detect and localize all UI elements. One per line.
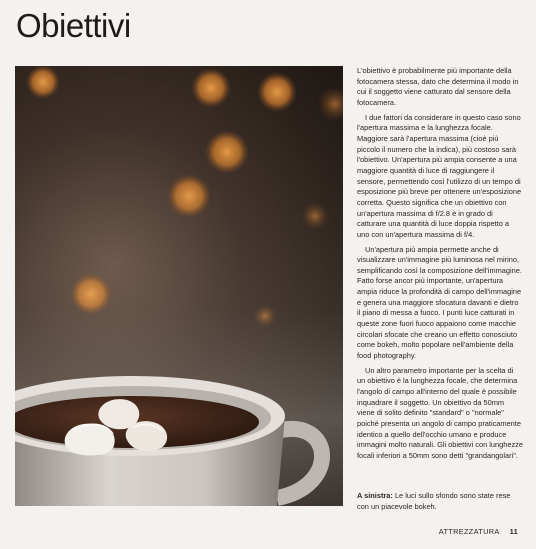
paragraph-aperture: I due fattori da considerare in questo caso sono l'apertura massima e la lunghezza focale. Maggiore sarà l'apertura massima (cioè più piccolo il numero che la indica), più costoso sarà l'obiettivo. Un'apertura più ampia consente a una maggiore quantità di luce di raggiungere il sensore, permettendo così l'utilizzo di un tempo di esposizione più breve per ottenere un'esposizione corretta. Questo significa che un obiettivo con un'apertura massima di f/2.8 è in grado di catturare una quantità di luce doppia rispetto a uno con un'apertura massima di f/4.	[357, 112, 522, 239]
article-body	[357, 66, 523, 466]
page-title: Obiettivi	[16, 7, 131, 44]
photo-caption	[357, 491, 523, 512]
page-footer	[439, 527, 518, 536]
paragraph-bokeh: Un'apertura più ampia permette anche di visualizzare un'immagine più luminosa nel mirino, semplificando così la composizione dell'immagine. Fatto forse ancor più importante, un'apertura ampia riduce la profondità di campo dell'immagine e genera una maggiore sfocatura davanti e dietro il piano di messa a fuoco. I punti luce catturati in queste zone fuori fuoco appaiono come macchie circolari sfocate che creano un effetto conosciuto come bokeh, molto popolare nell'ambiente della food photography.	[357, 244, 522, 361]
page-number: 11	[509, 527, 518, 536]
photo-illustration	[15, 66, 343, 506]
caption-text: Le luci sullo sfondo sono state rese con un piacevole bokeh.	[357, 491, 511, 511]
paragraph-focal-length: Un altro parametro importante per la scelta di un obiettivo è la lunghezza focale, che determina l'angolo di campo all'interno del quale è possibile inquadrare il soggetto. Un obiettivo da 50mm viene di solito definito "standard" o "normale" poiché presenta un angolo di campo praticamente identico a quello dell'occhio umano e produce immagini molto naturali. Gli obiettivi con lunghezze focali inferiori a 50mm sono detti "grandangolari".	[357, 365, 523, 460]
photo-hot-chocolate-bokeh	[15, 66, 343, 506]
caption-label: A sinistra:	[357, 491, 393, 500]
footer-section: ATTREZZATURA	[438, 527, 500, 536]
paragraph-intro: L'obiettivo è probabilmente più importante della fotocamera stessa, dato che determina il modo in cui il soggetto viene catturato dal sensore della fotocamera.	[357, 66, 519, 107]
